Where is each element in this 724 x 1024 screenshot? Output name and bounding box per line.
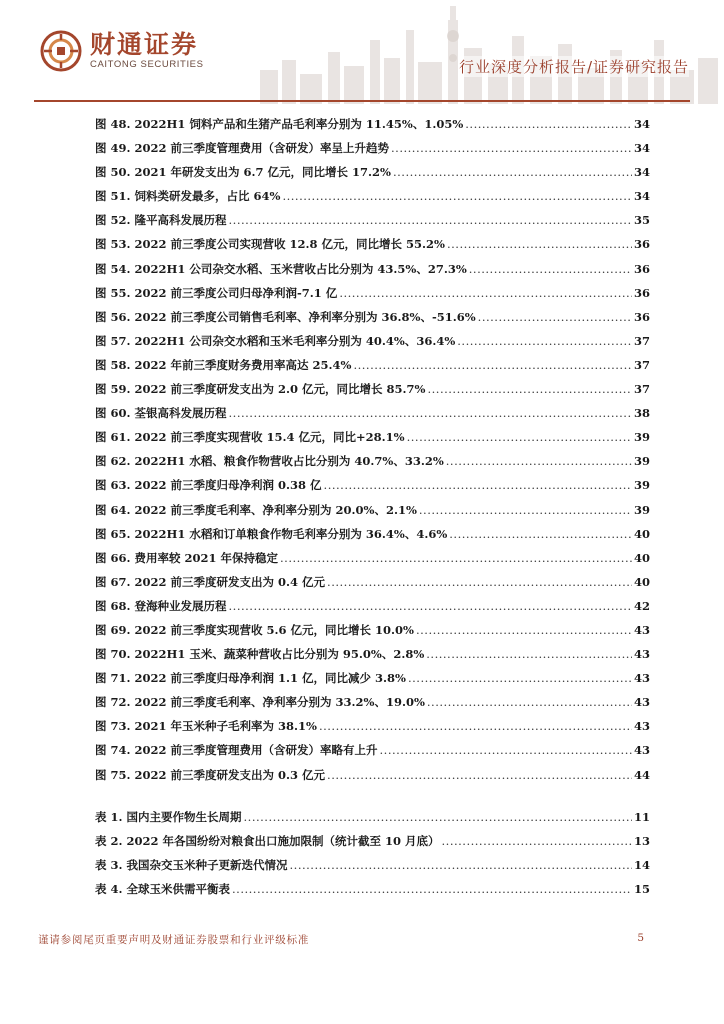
page-header xyxy=(0,0,724,104)
figure-toc-row[interactable] xyxy=(95,112,650,136)
dot-leader xyxy=(353,353,632,377)
toc-entry-page: 37 xyxy=(633,357,650,372)
toc-entry-title: 图 51. 饲料类研发最多，占比 64% xyxy=(95,189,281,204)
figure-toc-row[interactable] xyxy=(95,594,650,618)
footer-disclaimer: 谨请参阅尾页重要声明及财通证券股票和行业评级标准 xyxy=(38,934,310,946)
dot-leader xyxy=(407,425,632,449)
toc-entry-page: 43 xyxy=(633,719,650,734)
dot-leader xyxy=(427,690,632,714)
dot-leader xyxy=(380,738,632,762)
figure-toc-row[interactable] xyxy=(95,401,650,425)
company-logo xyxy=(40,30,204,72)
figure-toc-row[interactable] xyxy=(95,377,650,401)
toc-entry-title: 图 63. 2022 前三季度归母净利润 0.38 亿 xyxy=(95,478,322,493)
toc-entry-title: 图 69. 2022 前三季度实现营收 5.6 亿元，同比增长 10.0% xyxy=(95,622,414,637)
toc-entry-title: 图 57. 2022H1 公司杂交水稻和玉米毛利率分别为 40.4%、36.4% xyxy=(95,333,456,348)
dot-leader xyxy=(229,208,632,232)
list-gap xyxy=(95,787,650,805)
figure-toc-row[interactable] xyxy=(95,449,650,473)
toc-entry-title: 图 61. 2022 前三季度实现营收 15.4 亿元，同比+28.1% xyxy=(95,430,405,445)
toc-entry-page: 11 xyxy=(633,809,650,824)
figure-toc-row[interactable] xyxy=(95,257,650,281)
figure-toc-row[interactable] xyxy=(95,666,650,690)
dot-leader xyxy=(419,498,632,522)
figure-toc-row[interactable] xyxy=(95,570,650,594)
dot-leader xyxy=(447,232,632,256)
figure-toc-row[interactable] xyxy=(95,136,650,160)
toc-entry-page: 37 xyxy=(633,333,650,348)
table-toc-row[interactable] xyxy=(95,829,650,853)
figure-toc-row[interactable] xyxy=(95,160,650,184)
toc-entry-page: 36 xyxy=(633,237,650,252)
toc-entry-title: 图 53. 2022 前三季度公司实现营收 12.8 亿元，同比增长 55.2% xyxy=(95,237,445,252)
toc-entry-title: 图 75. 2022 前三季度研发支出为 0.3 亿元 xyxy=(95,767,326,782)
figure-toc-row[interactable] xyxy=(95,473,650,497)
toc-entry-page: 40 xyxy=(633,574,650,589)
report-type-label: 行业深度分析报告/证券研究报告 xyxy=(458,58,689,76)
toc-entry-page: 14 xyxy=(633,857,650,872)
toc-entry-title: 图 49. 2022 前三季度管理费用（含研发）率呈上升趋势 xyxy=(95,141,390,156)
toc-entry-page: 36 xyxy=(633,261,650,276)
toc-entry-title: 图 70. 2022H1 玉米、蔬菜种营收占比分别为 95.0%、2.8% xyxy=(95,647,425,662)
figure-toc-row[interactable] xyxy=(95,618,650,642)
company-name-en: CAITONG SECURITIES xyxy=(90,59,204,70)
toc-entry-title: 图 71. 2022 前三季度归母净利润 1.1 亿，同比减少 3.8% xyxy=(95,671,406,686)
dot-leader xyxy=(391,136,632,160)
dot-leader xyxy=(290,853,632,877)
toc-entry-title: 图 55. 2022 前三季度公司归母净利润-7.1 亿 xyxy=(95,285,338,300)
toc-entry-title: 图 66. 费用率较 2021 年保持稳定 xyxy=(95,550,279,565)
figure-toc-row[interactable] xyxy=(95,763,650,787)
toc-entry-page: 43 xyxy=(633,622,650,637)
dot-leader xyxy=(416,618,632,642)
toc-entry-title: 图 50. 2021 年研发支出为 6.7 亿元，同比增长 17.2% xyxy=(95,165,391,180)
toc-entry-page: 43 xyxy=(633,743,650,758)
page-number: 5 xyxy=(637,932,644,944)
figure-toc-row[interactable] xyxy=(95,281,650,305)
figure-toc-row[interactable] xyxy=(95,184,650,208)
dot-leader xyxy=(427,377,632,401)
table-of-contents xyxy=(95,112,650,901)
toc-entry-title: 图 56. 2022 前三季度公司销售毛利率、净利率分别为 36.8%、-51.6% xyxy=(95,309,476,324)
toc-entry-page: 39 xyxy=(633,502,650,517)
toc-entry-page: 40 xyxy=(633,550,650,565)
figure-toc-row[interactable] xyxy=(95,353,650,377)
company-name-cn: 财通证券 xyxy=(90,30,199,59)
toc-entry-page: 39 xyxy=(633,478,650,493)
toc-entry-title: 表 3. 我国杂交玉米种子更新迭代情况 xyxy=(95,857,288,872)
dot-leader xyxy=(324,473,632,497)
figure-index-list xyxy=(95,112,650,787)
toc-entry-page: 34 xyxy=(633,141,650,156)
dot-leader xyxy=(446,449,632,473)
toc-entry-title: 图 67. 2022 前三季度研发支出为 0.4 亿元 xyxy=(95,574,326,589)
dot-leader xyxy=(327,763,632,787)
toc-entry-page: 36 xyxy=(633,285,650,300)
dot-leader xyxy=(327,570,632,594)
figure-toc-row[interactable] xyxy=(95,498,650,522)
figure-toc-row[interactable] xyxy=(95,425,650,449)
toc-entry-title: 图 48. 2022H1 饲料产品和生猪产品毛利率分别为 11.45%、1.05% xyxy=(95,117,464,131)
toc-entry-page: 34 xyxy=(633,165,650,180)
dot-leader xyxy=(449,522,632,546)
toc-entry-page: 37 xyxy=(633,382,650,397)
figure-toc-row[interactable] xyxy=(95,232,650,256)
figure-toc-row[interactable] xyxy=(95,642,650,666)
toc-entry-page: 38 xyxy=(633,406,650,421)
dot-leader xyxy=(229,594,632,618)
caitong-logo-icon xyxy=(40,30,82,72)
dot-leader xyxy=(229,401,632,425)
toc-entry-title: 图 72. 2022 前三季度毛利率、净利率分别为 33.2%、19.0% xyxy=(95,695,425,710)
toc-entry-title: 图 73. 2021 年玉米种子毛利率为 38.1% xyxy=(95,719,317,734)
toc-entry-page: 43 xyxy=(633,647,650,662)
dot-leader xyxy=(457,329,632,353)
toc-entry-page: 43 xyxy=(633,671,650,686)
toc-entry-page: 34 xyxy=(633,189,650,204)
figure-toc-row[interactable] xyxy=(95,329,650,353)
dot-leader xyxy=(319,714,632,738)
toc-entry-title: 表 4. 全球玉米供需平衡表 xyxy=(95,881,231,896)
figure-toc-row[interactable] xyxy=(95,690,650,714)
figure-toc-row[interactable] xyxy=(95,546,650,570)
dot-leader xyxy=(282,184,632,208)
toc-entry-title: 图 59. 2022 前三季度研发支出为 2.0 亿元，同比增长 85.7% xyxy=(95,382,426,397)
toc-entry-title: 表 2. 2022 年各国纷纷对粮食出口施加限制（统计截至 10 月底） xyxy=(95,833,440,848)
toc-entry-page: 39 xyxy=(633,430,650,445)
toc-entry-page: 40 xyxy=(633,526,650,541)
dot-leader xyxy=(465,112,632,136)
figure-toc-row[interactable] xyxy=(95,714,650,738)
toc-entry-title: 图 60. 荃银高科发展历程 xyxy=(95,406,227,421)
figure-toc-row[interactable] xyxy=(95,738,650,762)
toc-entry-title: 图 58. 2022 年前三季度财务费用率高达 25.4% xyxy=(95,357,352,372)
table-toc-row[interactable] xyxy=(95,853,650,877)
toc-entry-title: 图 68. 登海种业发展历程 xyxy=(95,598,227,613)
city-skyline-illustration xyxy=(250,0,724,104)
toc-entry-title: 图 52. 隆平高科发展历程 xyxy=(95,213,227,228)
table-toc-row[interactable] xyxy=(95,805,650,829)
toc-entry-page: 15 xyxy=(633,881,650,896)
toc-entry-page: 42 xyxy=(633,598,650,613)
toc-entry-title: 图 54. 2022H1 公司杂交水稻、玉米营收占比分别为 43.5%、27.3% xyxy=(95,261,467,276)
dot-leader xyxy=(469,257,632,281)
toc-entry-page: 35 xyxy=(633,213,650,228)
figure-toc-row[interactable] xyxy=(95,305,650,329)
figure-toc-row[interactable] xyxy=(95,208,650,232)
dot-leader xyxy=(426,642,632,666)
toc-entry-title: 表 1. 国内主要作物生长周期 xyxy=(95,809,242,824)
dot-leader xyxy=(232,877,632,901)
dot-leader xyxy=(393,160,632,184)
table-index-list xyxy=(95,805,650,901)
dot-leader xyxy=(339,281,632,305)
figure-toc-row[interactable] xyxy=(95,522,650,546)
dot-leader xyxy=(442,829,632,853)
toc-entry-page: 36 xyxy=(633,309,650,324)
toc-entry-page: 43 xyxy=(633,695,650,710)
toc-entry-title: 图 65. 2022H1 水稻和订单粮食作物毛利率分别为 36.4%、4.6% xyxy=(95,526,448,541)
toc-entry-page: 44 xyxy=(633,767,650,782)
header-divider xyxy=(34,100,690,102)
dot-leader xyxy=(280,546,632,570)
dot-leader xyxy=(478,305,632,329)
toc-entry-page: 39 xyxy=(633,454,650,469)
toc-entry-title: 图 62. 2022H1 水稻、粮食作物营收占比分别为 40.7%、33.2% xyxy=(95,454,444,469)
dot-leader xyxy=(408,666,632,690)
table-toc-row[interactable] xyxy=(95,877,650,901)
toc-entry-page: 13 xyxy=(633,833,650,848)
toc-entry-title: 图 64. 2022 前三季度毛利率、净利率分别为 20.0%、2.1% xyxy=(95,502,417,517)
toc-entry-title: 图 74. 2022 前三季度管理费用（含研发）率略有上升 xyxy=(95,743,378,758)
dot-leader xyxy=(244,805,632,829)
toc-entry-page: 34 xyxy=(633,117,650,131)
